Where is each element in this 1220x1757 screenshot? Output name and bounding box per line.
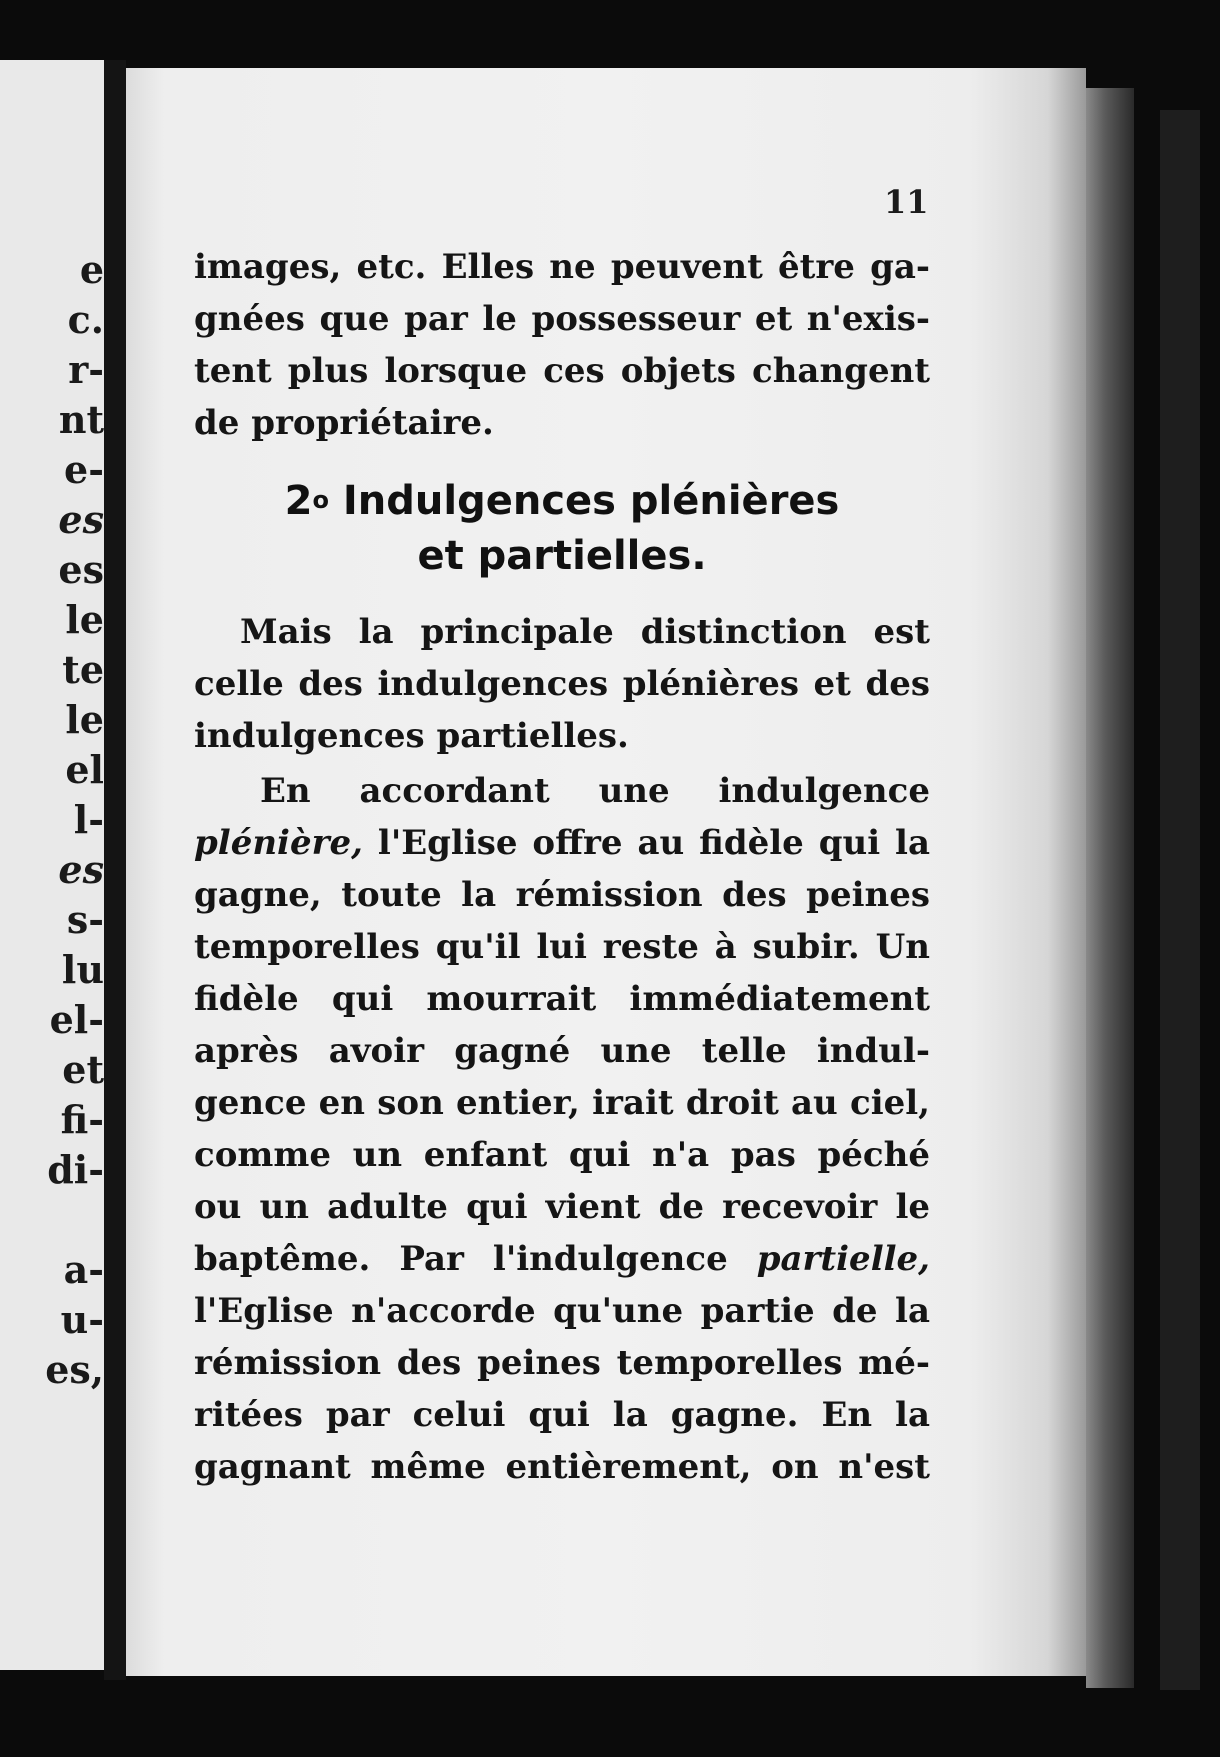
text-line: temporelles qu'il lui reste à subir. Un [194,927,930,967]
section-heading-line2: et partielles. [417,533,707,579]
left-fragment: es [58,847,104,892]
left-fragment: es [58,497,104,542]
text-line: ritées par celui qui la gagne. En la [194,1395,930,1435]
left-fragment: c. [67,297,104,342]
left-fragment: el- [49,997,104,1042]
text-line: gagne, toute la rémission des peines [194,875,930,915]
left-fragment: a- [63,1247,104,1292]
text-line: En accordant une indulgence [260,771,930,811]
text-line: ou un adulte qui vient de recevoir le [194,1187,930,1227]
section-heading-line1 [194,472,930,528]
heading-ordinal: 2$^o$ [284,478,329,524]
left-fragment: le [65,597,104,642]
left-fragment: et [62,1047,104,1092]
left-fragment: es, [45,1347,104,1392]
left-fragment: e- [64,447,104,492]
text-line: celle des indulgences plénières et des [194,664,930,704]
page-edge-dark [1160,110,1200,1690]
book-gutter [104,60,126,1680]
left-fragment: lu [61,947,104,992]
text-line: l'Eglise n'accorde qu'une partie de la [194,1291,930,1331]
left-fragment: s- [66,897,104,942]
text-line: Mais la principale distinction est [240,612,930,652]
text-line: plénière, l'Eglise offre au fidèle qui la [194,823,930,863]
left-fragment: e [79,247,104,292]
text-line: indulgences partielles. [194,716,629,756]
text-line: baptême. Par l'indulgence partielle, [194,1239,930,1279]
left-fragment [0,1195,104,1245]
left-fragment: te [62,647,104,692]
left-fragment: el [65,747,104,792]
page-number: 11 [884,183,929,221]
italic-term: partielle, [756,1239,930,1279]
text-line: fidèle qui mourrait immédiatement [194,979,930,1019]
text-line: comme un enfant qui n'a pas péché [194,1135,930,1175]
text-line: après avoir gagné une telle indul- [194,1031,930,1071]
left-fragment: nt [58,397,104,442]
left-page-fragment [0,60,104,1670]
text-line: gnées que par le possesseur et n'exis- [194,299,930,339]
left-fragment: di- [47,1147,104,1192]
text-line: gence en son entier, irait droit au ciel, [194,1083,930,1123]
left-fragment: r- [68,347,104,392]
left-fragment: l- [73,797,104,842]
text-line: de propriétaire. [194,403,494,443]
text-line: rémission des peines temporelles mé- [194,1343,930,1383]
text-line: tent plus lorsque ces objets changent [194,351,930,391]
left-fragment: le [65,697,104,742]
left-fragment: u- [60,1297,104,1342]
page-edge-shadow [1086,88,1134,1688]
italic-term: plénière, [194,823,363,863]
text-line: images, etc. Elles ne peuvent être ga- [194,247,930,287]
heading-text: Indulgences plénières [342,478,840,524]
text-line: gagnant même entièrement, on n'est [194,1447,930,1487]
left-fragment: fi- [60,1097,104,1142]
left-fragment: es [58,547,104,592]
